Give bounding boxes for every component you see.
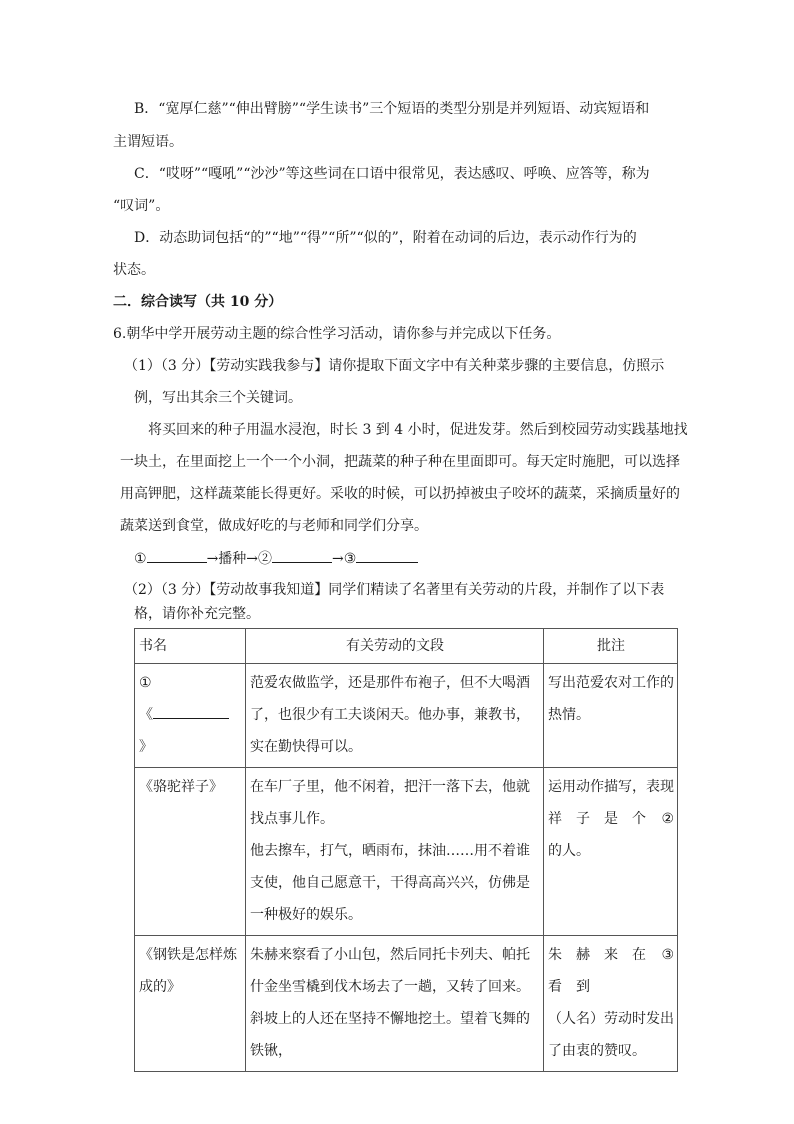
arrow: → <box>332 551 344 567</box>
option-d-line1: D．动态助词包括“的”“地”“得”“所”“似的”，附着在动词的后边，表示动作行为的 <box>134 230 637 246</box>
blank-marker-3: ③ <box>661 947 674 963</box>
blank-2[interactable] <box>272 548 332 563</box>
blank-marker-2: ② <box>661 811 674 827</box>
note-cell: 写出范爱农对工作的热情。 <box>544 664 678 768</box>
blank-marker-1: ① <box>134 551 147 567</box>
header-note: 批注 <box>544 629 678 664</box>
option-c-line1: C．“哎呀”“嘎吼”“沙沙”等这些词在口语中很常见，表达感叹、呼唤、应答等，称为 <box>134 166 650 182</box>
book-blank-line: 《》 <box>139 699 242 763</box>
note-cell: 运用动作描写，表现 祥 子 是 个 ② 的人。 <box>544 768 678 936</box>
option-c-line2: “叹词”。 <box>113 198 170 214</box>
passage-line: 一块土，在里面挖上一个一个小洞，把蔬菜的种子种在里面即可。每天定时施肥，可以选择 <box>120 454 680 470</box>
labor-table <box>134 628 678 1072</box>
passage-line: 用高钾肥，这样蔬菜能长得更好。采收的时候，可以扔掉被虫子咬坏的蔬菜，采摘质量好的 <box>120 486 680 502</box>
passage-line: 蔬菜送到食堂，做成好吃的与老师和同学们分享。 <box>120 518 428 534</box>
q6-intro: 6.朝华中学开展劳动主题的综合性学习活动，请你参与并完成以下任务。 <box>113 326 561 342</box>
excerpt-cell: 范爱农做监学，还是那件布袍子，但不大喝酒了，也很少有工夫谈闲天。他办事，兼教书，实在勤快得可以。 <box>246 664 544 768</box>
excerpt-cell <box>246 768 544 936</box>
table-row <box>135 664 678 768</box>
table-row <box>135 768 678 936</box>
arrow: → <box>206 551 219 567</box>
book-cell: 《钢铁是怎样炼成的》 <box>135 936 246 1072</box>
option-d-line2: 状态。 <box>113 262 155 278</box>
excerpt-para: 在车厂子里，他不闲着，把汗一落下去，他就找点事儿作。 <box>250 779 530 827</box>
option-b-line2: 主谓短语。 <box>113 134 183 150</box>
book-title-blank[interactable] <box>153 704 229 719</box>
task2-line1: （2）（3 分）【劳动故事我知道】同学们精读了名著里有关劳动的片段，并制作了以下表 <box>124 582 665 598</box>
book-cell: 《骆驼祥子》 <box>135 768 246 936</box>
section-title: 二．综合读写（共 10 分） <box>113 294 283 310</box>
task1-line2: 例，写出其余三个关键词。 <box>134 390 302 406</box>
passage-line: 将买回来的种子用温水浸泡，时长 3 到 4 小时，促进发芽。然后到校园劳动实践基地找 <box>148 422 688 438</box>
arrow: → <box>246 551 259 567</box>
excerpt-para: 他去擦车，打气，晒雨布，抹油……用不着谁支使，他自己愿意干，干得高高兴兴，仿佛是一种极好的娱乐。 <box>250 843 530 923</box>
header-book: 书名 <box>135 629 246 664</box>
table-header-row <box>135 629 678 664</box>
book-blank-marker: ① <box>139 675 152 691</box>
blank-1[interactable] <box>147 548 207 563</box>
book-cell <box>135 664 246 768</box>
header-text: 有关劳动的文段 <box>246 629 544 664</box>
answer-blanks-row <box>134 548 418 569</box>
blank-marker-2: ② <box>258 551 273 567</box>
blank-3[interactable] <box>356 548 418 563</box>
blank-marker-3: ③ <box>343 551 357 567</box>
note-cell: 朱 赫 来 在 看 到 ③ （人名）劳动时发出 了由衷的赞叹。 <box>544 936 678 1072</box>
table-row <box>135 936 678 1072</box>
task2-line2: 格，请你补充完整。 <box>134 606 260 622</box>
task1-line1: （1）（3 分）【劳动实践我参与】请你提取下面文字中有关种菜步骤的主要信息，仿照示 <box>124 358 665 374</box>
example-keyword: 播种 <box>218 551 247 567</box>
excerpt-cell: 朱赫来察看了小山包，然后同托卡列夫、帕托什金坐雪橇到伐木场去了一趟，又转了回来。斜坡上的人还在坚持不懈地挖土。望着飞舞的铁锹， <box>246 936 544 1072</box>
option-b-line1: B．“宽厚仁慈”“伸出臂膀”“学生读书”三个短语的类型分别是并列短语、动宾短语和 <box>134 101 650 117</box>
